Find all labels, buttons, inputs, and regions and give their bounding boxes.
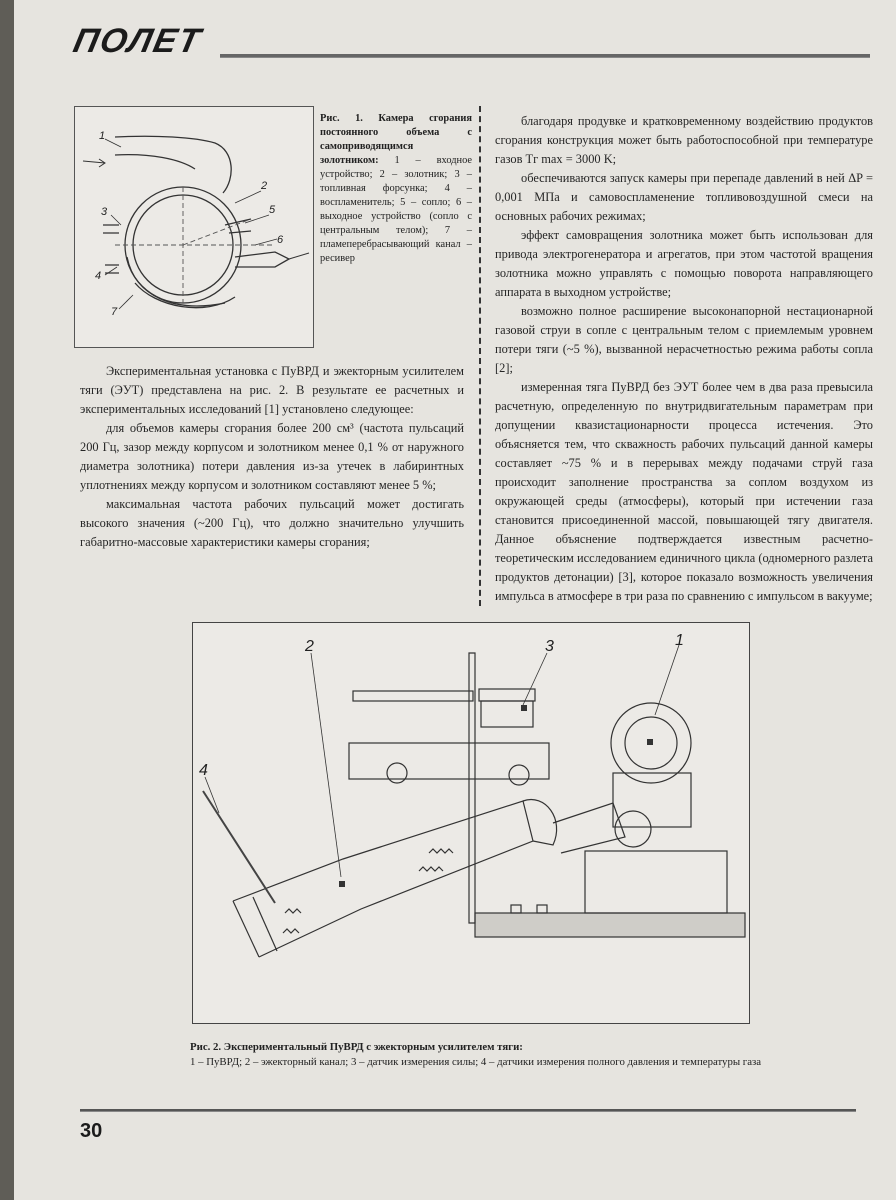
figure-1-label: 5 bbox=[269, 204, 276, 216]
journal-logo: ПОЛЕТ bbox=[70, 22, 206, 60]
figure-2 bbox=[192, 622, 750, 1024]
left-column bbox=[80, 362, 464, 552]
figure-1-label: 3 bbox=[101, 206, 108, 218]
figure-2-label: 4 bbox=[199, 762, 208, 779]
body-paragraph: измеренная тяга ПуВРД без ЭУТ более чем в два раза превысила расчетную, определенную по внутридвигательным параметрам при допущении квазистационарности процесса истечения. Это объясняется тем, что скважность рабочих пульсаций данной камеры составляет ~75 % и в перерывах между подачами струй газа происходит заполнение пространства за соплом воздухом из окружающей среды (атмосферы), который при истечении газа становится присоединенной массой, повышающей тягу двигателя. Данное объяснение подтверждается известным расчетно-теоретическим исследованием единичного цикла (одномерного разлета продуктов детонации) [3], которое показало возможность увеличения импульса в атмосфере в три раза по сравнению с импульсом в вакууме; bbox=[495, 380, 873, 603]
figure-1-drawing bbox=[75, 107, 313, 347]
figure-2-drawing bbox=[193, 623, 749, 1023]
page-number: 30 bbox=[80, 1120, 103, 1142]
body-paragraph: эффект самовращения золотника может быть использован для привода электрогенератора и агрегатов, при этом частотой вращения золотника можно управлять с помощью поворота направляющего аппарата в выходном устройстве; bbox=[495, 228, 873, 299]
figure-2-label: 3 bbox=[545, 638, 554, 655]
figure-1-label: 7 bbox=[111, 306, 118, 318]
journal-page bbox=[14, 0, 896, 1200]
column-divider bbox=[479, 106, 481, 606]
figure-2-caption bbox=[190, 1040, 770, 1070]
right-column bbox=[495, 112, 873, 606]
figure-2-caption-text: 1 – ПуВРД; 2 – эжекторный канал; 3 – датчик измерения силы; 4 – датчики измерения полного давления и температуры газа bbox=[190, 1056, 762, 1068]
figure-1-caption-text: 1 – входное устройство; 2 – золотник; 3 – топливная форсунка; 4 – воспламенитель; 5 – сопло; 6 – выходное устройство (сопло с центральным телом); 7 – пламеперебрасывающий канал – ресивер bbox=[320, 155, 472, 264]
body-paragraph: Экспериментальная установка с ПуВРД и эжекторным усилителем тяги (ЭУТ) представлена на рис. 2. В результате ее расчетных и экспериментальных исследований [1] установлено следующее: bbox=[80, 364, 464, 416]
figure-1-label: 2 bbox=[261, 180, 268, 192]
figure-1-caption-title: Рис. 1. Камера сгорания постоянного объема с самоприводящимся золотником: bbox=[320, 113, 472, 166]
body-paragraph: возможно полное расширение высоконапорной нестационарной газовой струи в сопле с центральным телом с приемлемым уровнем потери тяги (~5 %), вызванной нерасчетностью режима работы сопла [2]; bbox=[495, 304, 873, 375]
body-paragraph: максимальная частота рабочих пульсаций может достигать высокого значения (~200 Гц), что должно значительно улучшить габаритно-массовые характеристики камеры сгорания; bbox=[80, 497, 464, 549]
figure-1 bbox=[74, 106, 314, 348]
footer-rule bbox=[80, 1109, 856, 1112]
figure-1-caption bbox=[320, 112, 472, 266]
header-rule bbox=[220, 54, 870, 58]
body-paragraph: обеспечиваются запуск камеры при перепаде давлений в ней ΔP = 0,001 МПа и самовоспламенение топливовоздушной смеси на основных рабочих режимах; bbox=[495, 171, 873, 223]
figure-1-label: 6 bbox=[277, 234, 284, 246]
figure-2-caption-title: Рис. 2. Экспериментальный ПуВРД с эжекторным усилителем тяги: bbox=[190, 1041, 523, 1053]
body-paragraph: для объемов камеры сгорания более 200 см³ (частота пульсаций 200 Гц, зазор между корпусом и золотником менее 0,1 % от наружного диаметра золотника) потери давления из-за утечек в лабиринтных уплотнениях между корпусом и золотником составляют менее 5 %; bbox=[80, 421, 464, 492]
body-paragraph: благодаря продувке и кратковременному воздействию продуктов сгорания конструкция может быть работоспособной при температуре газов Tг max = 3000 K; bbox=[495, 114, 873, 166]
figure-2-label: 2 bbox=[305, 638, 314, 655]
figure-1-label: 4 bbox=[95, 270, 102, 282]
figure-2-label: 1 bbox=[675, 632, 684, 649]
figure-1-label: 1 bbox=[99, 130, 106, 142]
